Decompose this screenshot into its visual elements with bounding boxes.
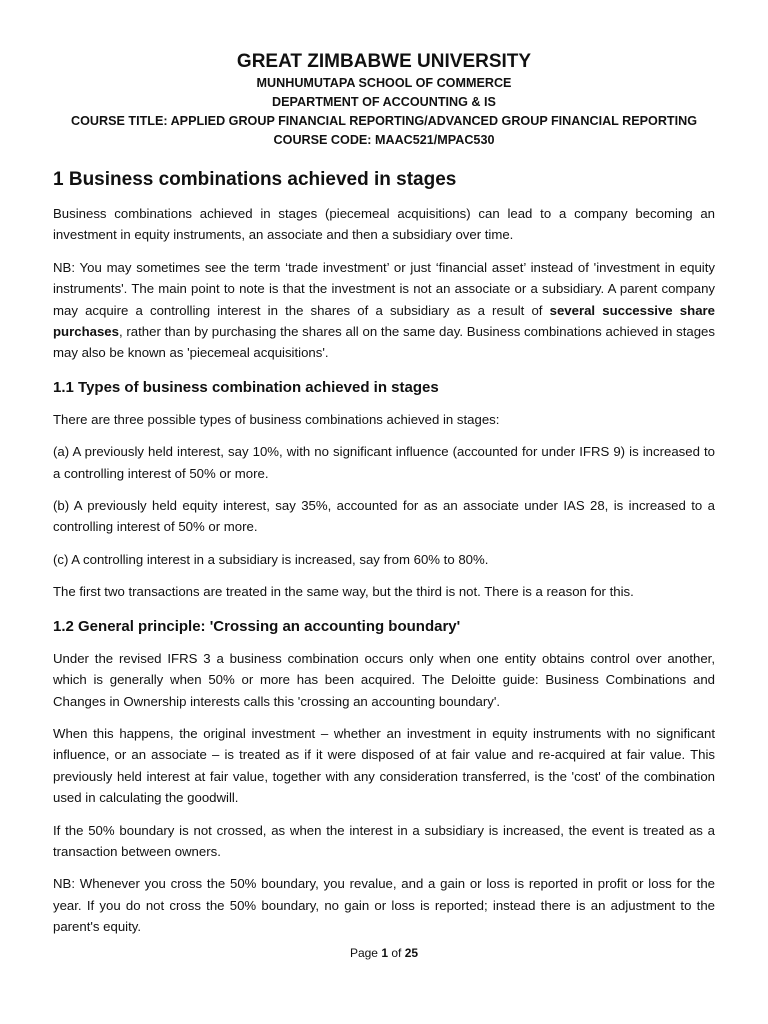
total-pages: 25 [404,946,419,960]
section-1-1-heading: 1.1 Types of business combination achieved in stages [53,378,439,396]
section-1-2-paragraph-4: NB: Whenever you cross the 50% boundary, you revalue, and a gain or loss is reported in profit or loss for the year. If you do not cross the 50% boundary, no gain or loss is reported; instead there is an adjustment to the parent's equity. [53,876,715,935]
course-title: COURSE TITLE: APPLIED GROUP FINANCIAL REPORTING/ADVANCED GROUP FINANCIAL REPORTING [71,114,697,128]
course-code: COURSE CODE: MAAC521/MPAC530 [273,133,495,147]
section-1-heading: 1 Business combinations achieved in stages [53,169,457,190]
list-item-b: (b) A previously held equity interest, say 35%, accounted for as an associate under IAS 28, is increased to a controlling interest of 50% or more. [53,498,715,535]
department-name: DEPARTMENT OF ACCOUNTING & IS [272,95,496,109]
document-header [53,0,715,150]
para2-text-a: NB: You may sometimes see the term ‘trade investment’ or just ‘financial asset’ instead of 'investment in equity instruments'. The main point to note is that the investment is not an associate or a subsidiary. A parent company may acquire a controlling interest in the shares of a subsidiary as a result of [53,259,715,318]
school-name: MUNHUMUTAPA SCHOOL OF COMMERCE [256,76,512,90]
list-item-a: (a) A previously held interest, say 10%, with no significant influence (accounted for under IFRS 9) is increased to a controlling interest of 50% or more. [53,444,715,481]
section-1-paragraph-1: Business combinations achieved in stages (piecemeal acquisitions) can lead to a company becoming an investment in equity instruments, an associate and then a subsidiary over time. [53,206,715,243]
list-item-c: (c) A controlling interest in a subsidiary is increased, say from 60% to 80%. [53,551,489,567]
page-number: 1 [381,946,388,960]
university-name: GREAT ZIMBABWE UNIVERSITY [236,51,532,72]
section-1-2-paragraph-2: When this happens, the original investment – whether an investment in equity instruments with no significant influence, or an associate – is treated as if it were disposed of at fair value and re-acquired at fair value. This previously held interest at fair value, together with any consideration transferred, is the 'cost' of the combination used in calculating the goodwill. [53,725,715,806]
section-1-2-paragraph-3: If the 50% boundary is not crossed, as when the interest in a subsidiary is increased, the event is treated as a transaction between owners. [53,822,715,859]
of-label: of [391,946,402,960]
section-1-1-intro: There are three possible types of business combinations achieved in stages: [53,411,500,427]
para2-bold-phrase: several successive share purchases [53,302,715,340]
section-1-2-heading: 1.2 General principle: 'Crossing an accounting boundary' [53,617,461,635]
section-1-1-note: The first two transactions are treated in the same way, but the third is not. There is a reason for this. [53,584,634,600]
para2-text-b: , rather than by purchasing the shares all on the same day. Business combinations achieved in stages may also be known as 'piecemeal acquisitions'. [53,324,715,361]
section-1-2-paragraph-1: Under the revised IFRS 3 a business combination occurs only when one entity obtains control over another, which is generally when 50% or more has been acquired. The Deloitte guide: Business Combinations and Changes in Ownership interests calls this 'crossing an accounting boundary'. [53,650,715,709]
page-label: Page [349,946,378,960]
section-1-paragraph-2 [53,257,715,364]
page-footer [0,946,768,960]
